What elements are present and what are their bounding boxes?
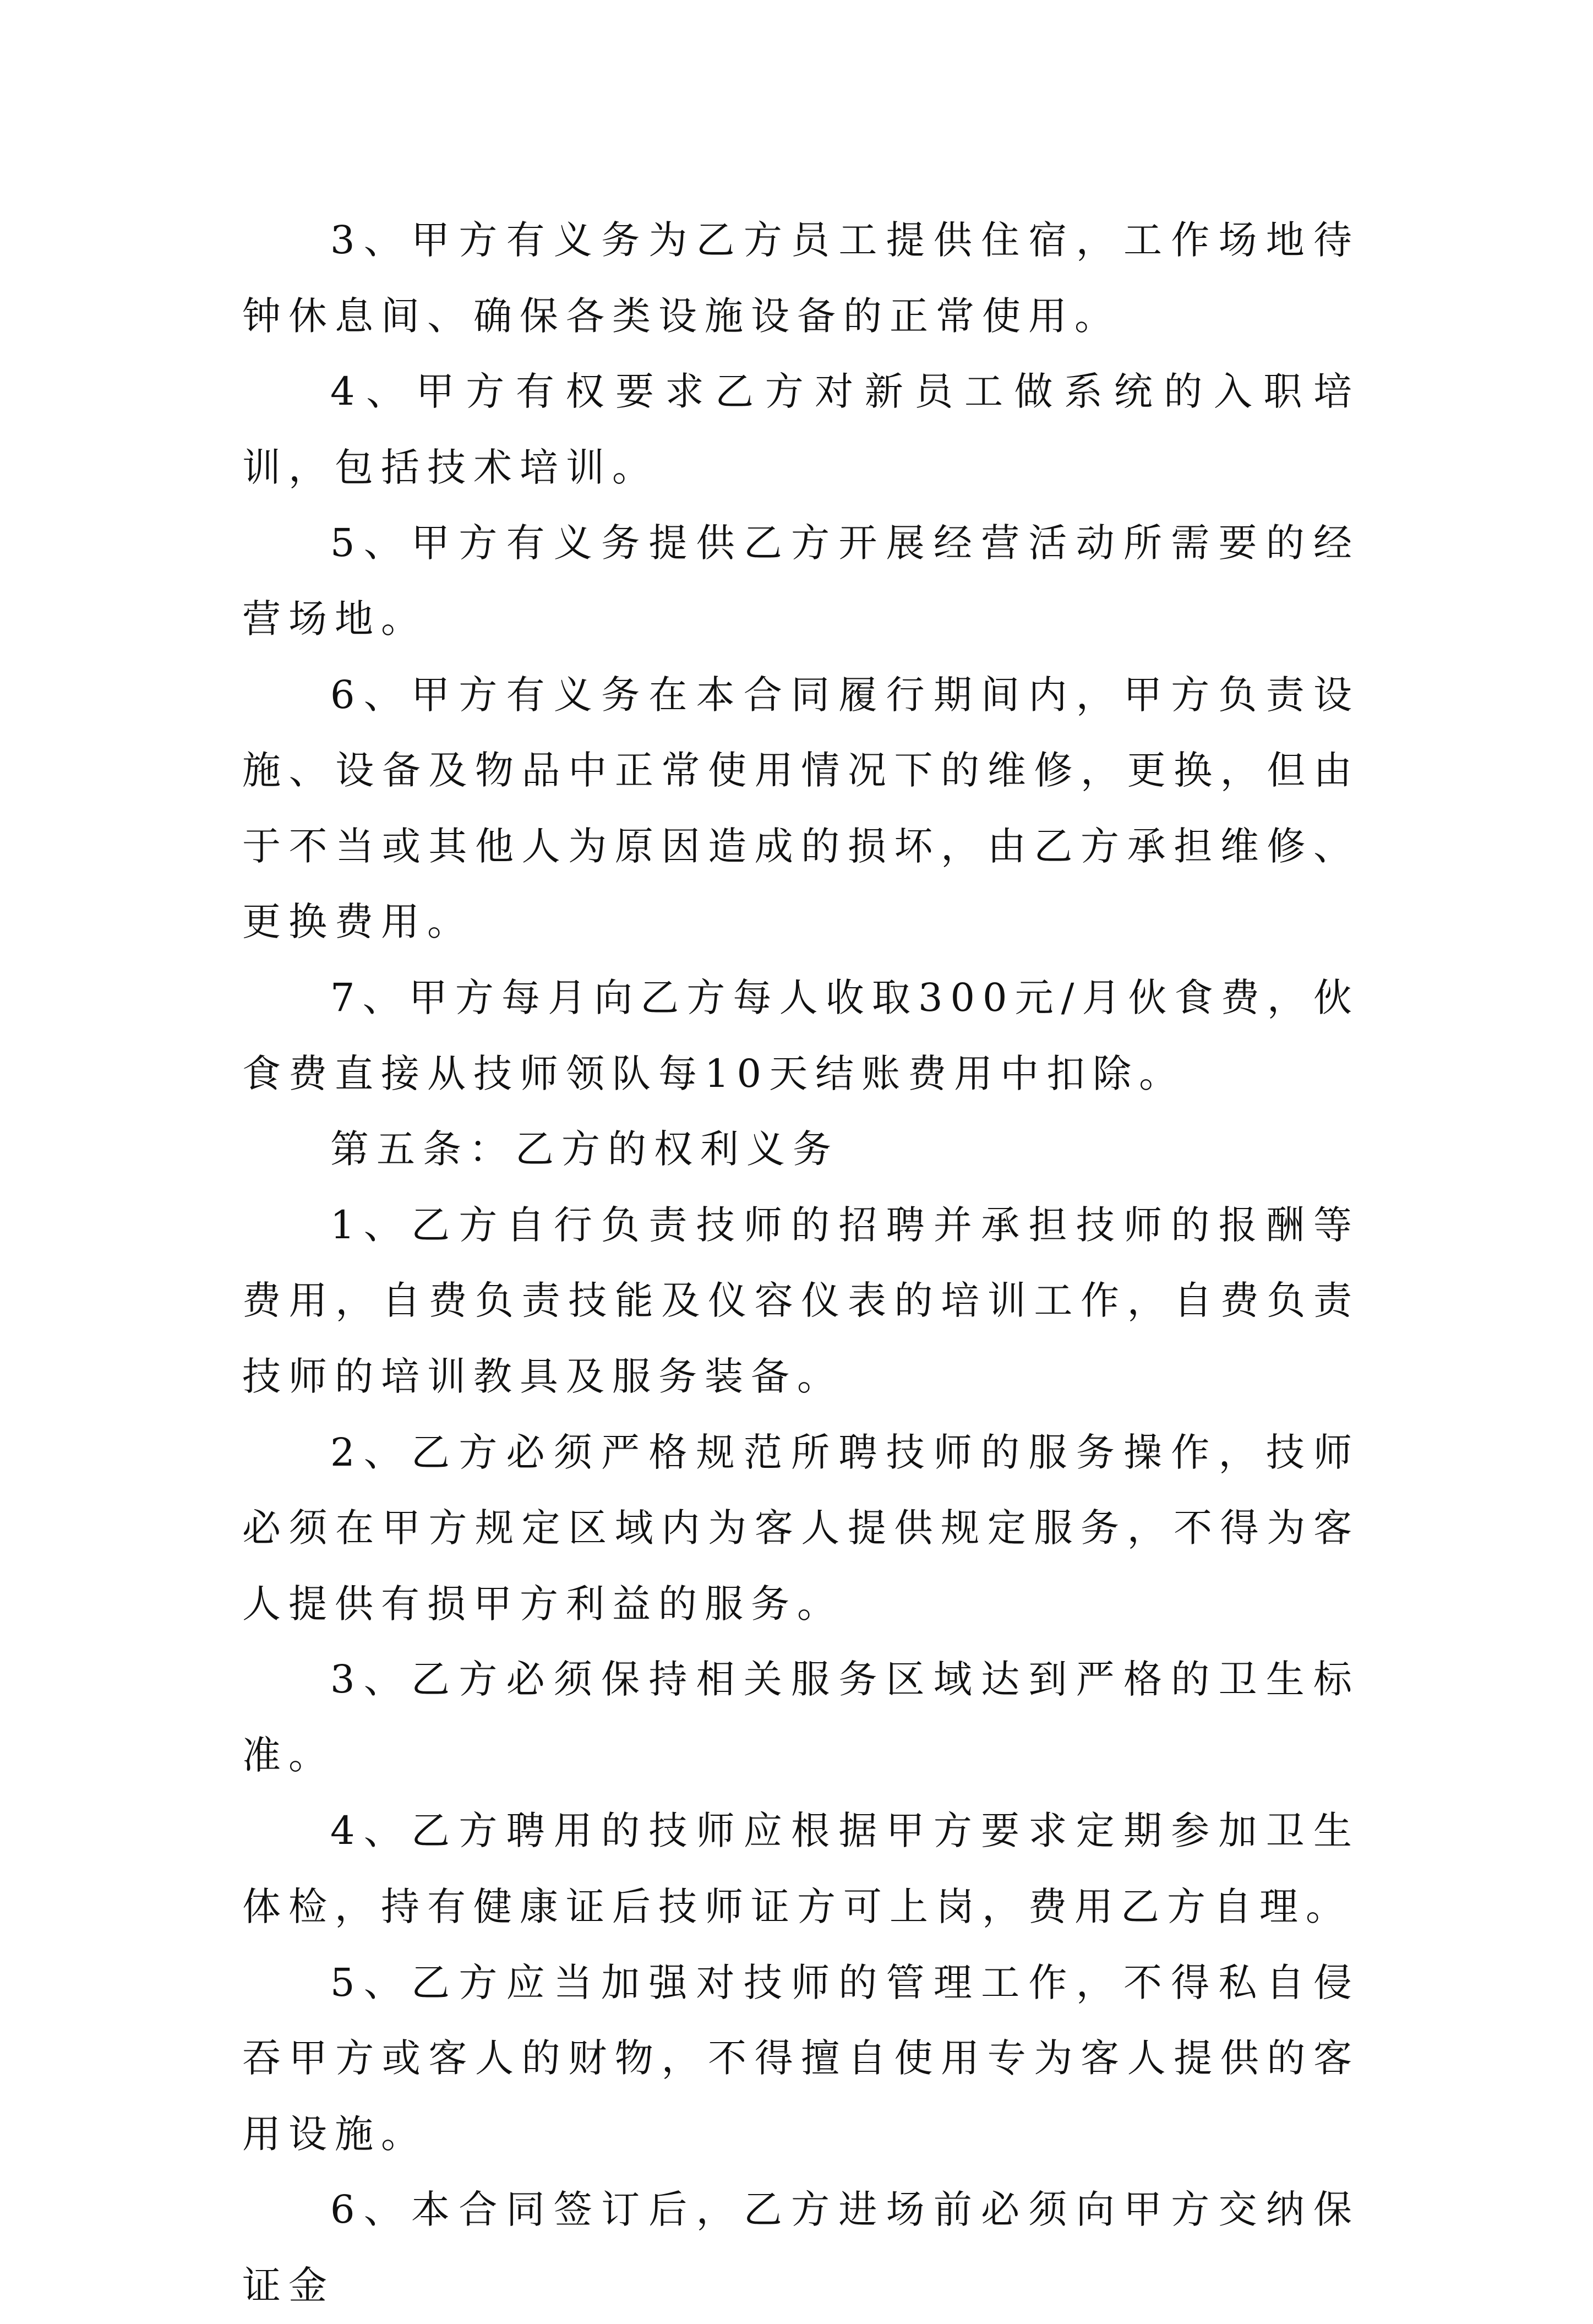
paragraph: 1、乙方自行负责技师的招聘并承担技师的报酬等费用，自费负责技能及仪容仪表的培训工作，自费负责技师的培训教具及服务装备。 [242, 1202, 1360, 1399]
paragraph: 5、乙方应当加强对技师的管理工作，不得私自侵吞甲方或客人的财物，不得擅自使用专为客人提供的客用设施。 [242, 1960, 1360, 2157]
paragraph: 3、乙方必须保持相关服务区域达到严格的卫生标准。 [242, 1657, 1360, 1778]
document-body [242, 203, 1360, 2324]
paragraph: 3、甲方有义务为乙方员工提供住宿，工作场地待钟休息间、确保各类设施设备的正常使用。 [242, 217, 1360, 339]
paragraph: 6、甲方有义务在本合同履行期间内，甲方负责设施、设备及物品中正常使用情况下的维修，更换，但由于不当或其他人为原因造成的损坏，由乙方承担维修、更换费用。 [242, 672, 1360, 945]
paragraph: 4、甲方有权要求乙方对新员工做系统的入职培训，包括技术培训。 [242, 369, 1360, 490]
paragraph: 4、乙方聘用的技师应根据甲方要求定期参加卫生体检，持有健康证后技师证方可上岗，费用乙方自理。 [242, 1808, 1360, 1930]
paragraph: 5、甲方有义务提供乙方开展经营活动所需要的经营场地。 [242, 520, 1360, 641]
paragraph: 2、乙方必须严格规范所聘技师的服务操作，技师必须在甲方规定区域内为客人提供规定服务，不得为客人提供有损甲方利益的服务。 [242, 1429, 1360, 1626]
paragraph: 6、本合同签订后，乙方进场前必须向甲方交纳保证金 [242, 2187, 1360, 2309]
paragraph: 7、甲方每月向乙方每人收取300元/月伙食费，伙食费直接从技师领队每10天结账费用中扣除。 [242, 975, 1360, 1096]
section-heading: 第五条：乙方的权利义务 [330, 1126, 839, 1172]
